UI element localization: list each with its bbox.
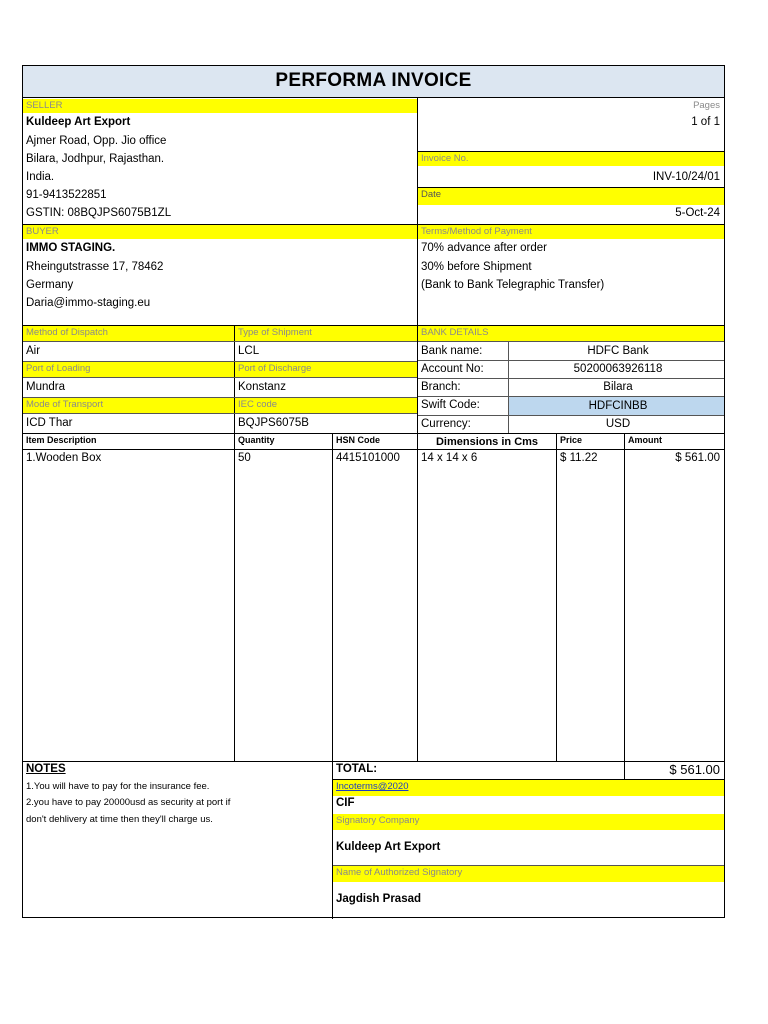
date-label: Date [418,188,724,205]
date-value: 5-Oct-24 [675,207,720,219]
signatory-company-label: Signatory Company [333,814,724,830]
notes-line2: 2.you have to pay 20000usd as security at port if [26,797,231,808]
total-value: $ 561.00 [669,762,720,777]
account-value: 50200063926118 [573,363,663,375]
col-header-price: Price [560,435,583,445]
transport-label: Mode of Transport [23,398,234,413]
account-label: Account No: [421,363,484,375]
bank-details-label: BANK DETAILS [418,326,724,341]
row-quantity: 50 [238,452,251,464]
title-bar [23,66,724,98]
col-header-hsn: HSN Code [336,435,381,445]
signatory-name-label: Name of Authorized Signatory [333,866,724,882]
notes-line1: 1.You will have to pay for the insurance fee. [26,781,210,792]
terms-line2: 30% before Shipment [421,261,532,273]
buyer-name: IMMO STAGING. [26,242,116,254]
terms-line3: (Bank to Bank Telegraphic Transfer) [421,279,605,291]
currency-label: Currency: [421,418,471,430]
shipment-type-label: Type of Shipment [235,326,417,341]
discharge-value: Konstanz [238,381,286,393]
row-hsn: 4415101000 [336,452,400,464]
bank-name-value: HDFC Bank [587,345,649,357]
discharge-label: Port of Discharge [235,362,417,377]
invoice-no-label: Invoice No. [418,152,724,166]
row-amount: $ 561.00 [675,452,720,464]
total-label: TOTAL: [336,763,378,775]
shipment-type-value: LCL [238,345,260,357]
col-header-quantity: Quantity [238,435,275,445]
swift-label: Swift Code: [421,399,480,411]
branch-value: Bilara [603,381,633,393]
row-description: 1.Wooden Box [26,452,102,464]
row-dimensions: 14 x 14 x 6 [421,452,478,464]
pages-value: 1 of 1 [691,116,720,128]
iec-value: BQJPS6075B [238,417,309,429]
notes-line3: don't dehlivery at time then they'll charge us. [26,814,213,825]
buyer-email: Daria@immo-staging.eu [26,297,151,309]
col-header-description: Item Description [26,435,97,445]
swift-value: HDFCINBB [509,397,724,415]
signatory-company-value: Kuldeep Art Export [336,841,441,853]
pages-label: Pages [693,100,720,111]
loading-label: Port of Loading [23,362,234,377]
terms-line1: 70% advance after order [421,242,547,254]
signatory-name-value: Jagdish Prasad [336,893,422,905]
seller-address1: Ajmer Road, Opp. Jio office [26,135,167,147]
incoterms-link[interactable]: Incoterms@2020 [336,781,409,792]
col-header-amount: Amount [628,435,662,445]
currency-value: USD [605,418,631,430]
seller-country: India. [26,171,55,183]
seller-gstin: GSTIN: 08BQJPS6075B1ZL [26,207,172,219]
loading-value: Mundra [26,381,65,393]
buyer-country: Germany [26,279,74,291]
seller-phone: 91-9413522851 [26,189,107,201]
bank-name-label: Bank name: [421,345,483,357]
seller-address2: Bilara, Jodhpur, Rajasthan. [26,153,165,165]
buyer-address1: Rheingutstrasse 17, 78462 [26,261,164,273]
col-header-dimensions: Dimensions in Cms [435,436,539,448]
notes-title: NOTES [26,763,66,775]
branch-label: Branch: [421,381,461,393]
invoice-no-value: INV-10/24/01 [652,171,720,183]
seller-label: SELLER [23,99,417,113]
row-price: $ 11.22 [560,452,598,464]
terms-label: Terms/Method of Payment [418,225,724,239]
page-title: PERFORMA INVOICE [275,70,472,91]
incoterms-value: CIF [336,797,355,809]
buyer-label: BUYER [23,225,417,239]
dispatch-label: Method of Dispatch [23,326,234,341]
transport-value: ICD Thar [26,417,73,429]
invoice-sheet [22,65,725,918]
seller-name: Kuldeep Art Export [26,116,131,128]
incoterms-label [333,780,724,796]
dispatch-value: Air [26,345,41,357]
iec-label: IEC code [235,398,417,413]
